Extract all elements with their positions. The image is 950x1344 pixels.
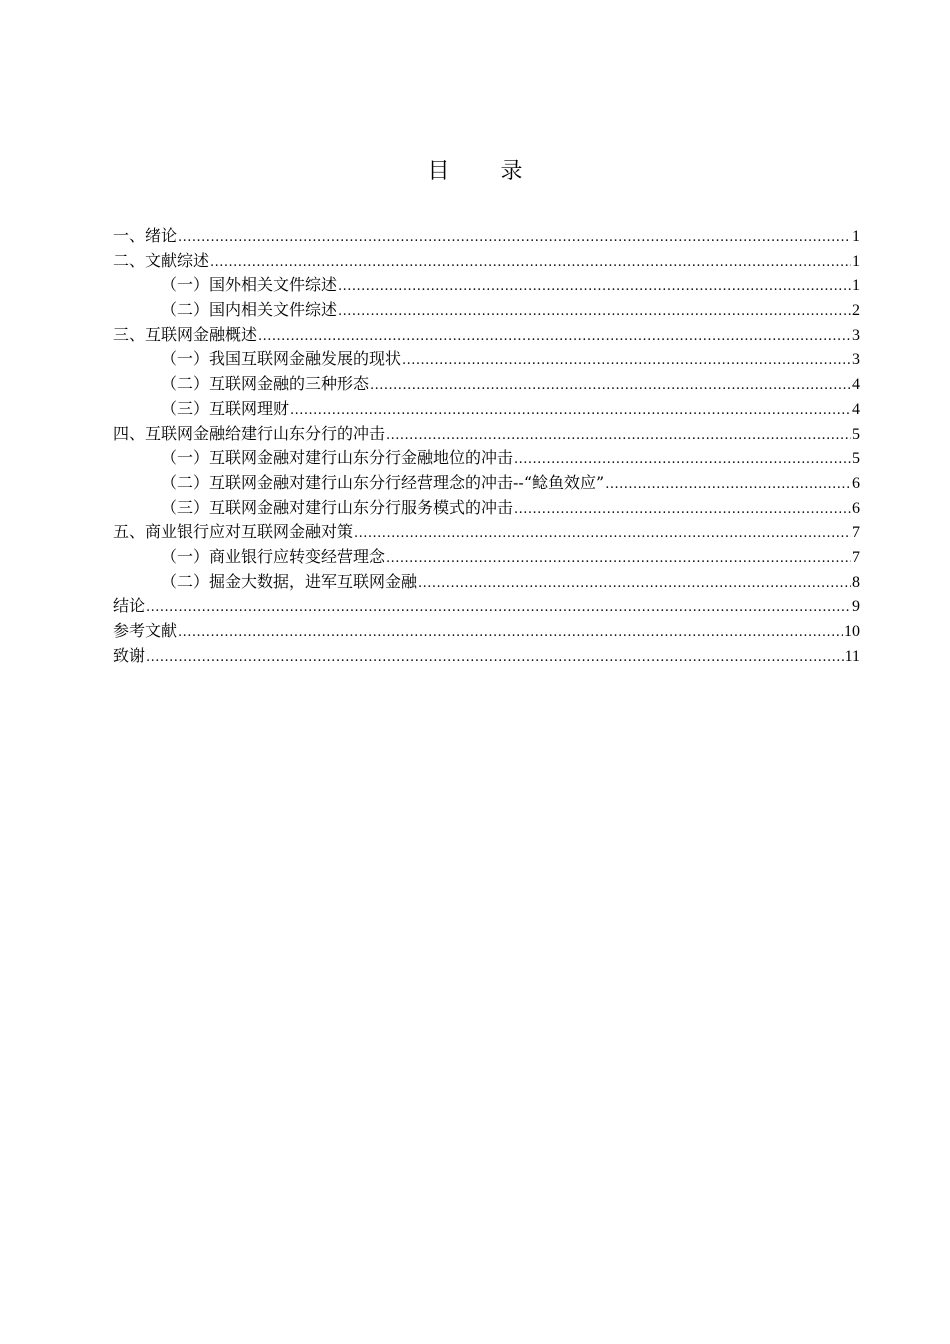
toc-dot-leader	[146, 646, 844, 671]
toc-entry-page: 5	[852, 450, 860, 468]
toc-entry-text: （二）互联网金融的三种形态	[161, 374, 370, 394]
toc-dot-leader	[386, 424, 851, 449]
toc-entry-page: 3	[852, 326, 860, 344]
toc-entry-page: 8	[852, 573, 860, 591]
toc-subentry[interactable]	[113, 446, 860, 471]
toc-entry-text: （一）商业银行应转变经营理念	[161, 546, 386, 566]
toc-title: 目 录	[427, 159, 545, 184]
toc-entry-page: 5	[852, 425, 860, 443]
toc-entry[interactable]	[113, 323, 860, 348]
toc-entry-page: 1	[852, 277, 860, 295]
toc-entry-page: 6	[852, 474, 860, 492]
toc-dot-leader	[370, 374, 851, 399]
toc-entry-text: 五、商业银行应对互联网金融对策	[113, 522, 354, 542]
toc-subentry[interactable]	[113, 545, 860, 570]
toc-entry-page: 2	[852, 302, 860, 320]
toc-entry-text: （一）国外相关文件综述	[161, 275, 338, 295]
toc-entry[interactable]	[113, 594, 860, 619]
toc-entry-text: 一、绪论	[113, 226, 178, 245]
toc-entry-text: （二）国内相关文件综述	[161, 300, 338, 320]
toc-subentry[interactable]	[113, 372, 860, 397]
toc-dot-leader	[258, 325, 851, 350]
toc-dot-leader	[146, 596, 851, 621]
toc-entry-text: 二、文献综述	[113, 250, 210, 270]
toc-entry-text: （一）互联网金融对建行山东分行金融地位的冲击	[161, 448, 514, 468]
toc-dot-leader	[386, 547, 851, 572]
toc-entry-page: 11	[844, 647, 860, 665]
toc-subentry[interactable]	[113, 347, 860, 372]
toc-entry-page: 4	[852, 400, 860, 418]
toc-entry-page: 1	[852, 228, 860, 245]
toc-entry-page: 9	[852, 598, 860, 616]
toc-entry-text: （二）互联网金融对建行山东分行经营理念的冲击--“鲶鱼效应”	[161, 472, 605, 492]
toc-dot-leader	[338, 275, 851, 300]
toc-dot-leader	[210, 251, 851, 276]
toc-subentry[interactable]	[113, 496, 860, 521]
toc-entry-page: 7	[852, 548, 860, 566]
toc-entry-page: 10	[844, 623, 860, 640]
toc-subentry[interactable]	[113, 273, 860, 298]
toc-entry-text: （三）互联网理财	[161, 398, 290, 418]
toc-entry-page: 1	[852, 252, 860, 270]
toc-entry-page: 6	[852, 499, 860, 517]
toc-entry[interactable]	[113, 422, 860, 447]
toc-dot-leader	[605, 473, 851, 498]
toc-dot-leader	[418, 572, 851, 597]
toc-entry-text: 结论	[113, 596, 146, 616]
toc-subentry[interactable]	[113, 471, 860, 496]
toc-entry-text: 参考文献	[113, 621, 178, 640]
toc-entry-text: 四、互联网金融给建行山东分行的冲击	[113, 423, 386, 443]
toc-dot-leader	[338, 300, 851, 325]
toc-entry[interactable]	[113, 224, 860, 249]
toc-entry-text: （一）我国互联网金融发展的现状	[161, 349, 402, 369]
toc-entry-page: 7	[852, 524, 860, 542]
toc-entry[interactable]	[113, 644, 860, 669]
toc-entry-page: 4	[852, 376, 860, 394]
toc-dot-leader	[178, 621, 843, 646]
toc-dot-leader	[402, 349, 851, 374]
toc-dot-leader	[290, 399, 851, 424]
toc-subentry[interactable]	[113, 397, 860, 422]
toc-dot-leader	[514, 498, 851, 523]
toc-list	[113, 224, 860, 668]
toc-entry-text: （三）互联网金融对建行山东分行服务模式的冲击	[161, 497, 514, 517]
toc-entry[interactable]	[113, 619, 860, 644]
toc-subentry[interactable]	[113, 570, 860, 595]
toc-entry-text: 三、互联网金融概述	[113, 324, 258, 344]
toc-entry-text: （二）掘金大数据，进军互联网金融	[161, 571, 418, 591]
toc-entry-page: 3	[852, 351, 860, 369]
toc-entry[interactable]	[113, 520, 860, 545]
toc-dot-leader	[354, 522, 851, 547]
toc-subentry[interactable]	[113, 298, 860, 323]
toc-entry-text: 致谢	[113, 645, 146, 665]
toc-dot-leader	[514, 448, 851, 473]
toc-dot-leader	[178, 226, 851, 251]
toc-entry[interactable]	[113, 249, 860, 274]
